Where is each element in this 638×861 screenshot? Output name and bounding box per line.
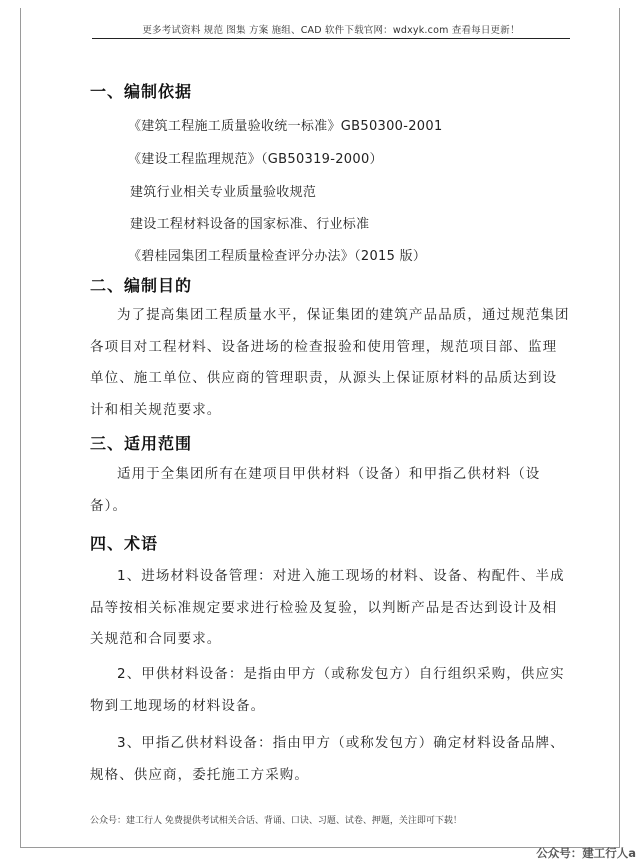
term-paragraph: 1、进场材料设备管理：对进入施工现场的材料、设备、构配件、半成品等按相关标准规定要求进行检验及复验，以判断产品是否达到设计及相关规范和合同要求。 bbox=[90, 568, 565, 647]
reference-item: 《建筑工程施工质量验收统一标准》GB50300-2001 bbox=[128, 119, 443, 134]
section-heading-terms: 四、术语 bbox=[90, 534, 159, 553]
page-frame bbox=[20, 8, 620, 848]
section-heading-purpose: 二、编制目的 bbox=[90, 276, 193, 295]
page-header: 更多考试资料 规范 图集 方案 施组、CAD 软件下载官网：wdxyk.com 查看每日更新！ bbox=[142, 25, 520, 36]
reference-item: 建筑行业相关专业质量验收规范 bbox=[130, 185, 317, 200]
reference-item: 《碧桂园集团工程质量检查评分办法》（2015 版） bbox=[128, 249, 427, 264]
page-footer: 公众号：建工行人 免费提供考试相关合话、背诵、口诀、习题、试卷、押题，关注即可下载！ bbox=[90, 816, 462, 826]
header-divider bbox=[92, 38, 570, 39]
scope-paragraph: 适用于全集团所有在建项目甲供材料（设备）和甲指乙供材料（设备）。 bbox=[90, 466, 541, 514]
section-heading-basis: 一、编制依据 bbox=[90, 82, 193, 101]
watermark-text: 公众号：建工行人a bbox=[536, 846, 636, 860]
term-paragraph: 2、甲供材料设备：是指由甲方（或称发包方）自行组织采购，供应实物到工地现场的材料设备。 bbox=[90, 666, 565, 714]
section-heading-scope: 三、适用范围 bbox=[90, 434, 193, 453]
purpose-paragraph: 为了提高集团工程质量水平，保证集团的建筑产品品质，通过规范集团各项目对工程材料、设备进场的检查报验和使用管理，规范项目部、监理单位、施工单位、供应商的管理职责，从源头上保证原材料的品质达到设计和相关规范要求。 bbox=[90, 307, 570, 418]
reference-item: 建设工程材料设备的国家标准、行业标准 bbox=[130, 217, 370, 232]
reference-item: 《建设工程监理规范》（GB50319-2000） bbox=[128, 152, 383, 167]
term-paragraph: 3、甲指乙供材料设备：指由甲方（或称发包方）确定材料设备品牌、规格、供应商，委托施工方采购。 bbox=[90, 735, 565, 783]
